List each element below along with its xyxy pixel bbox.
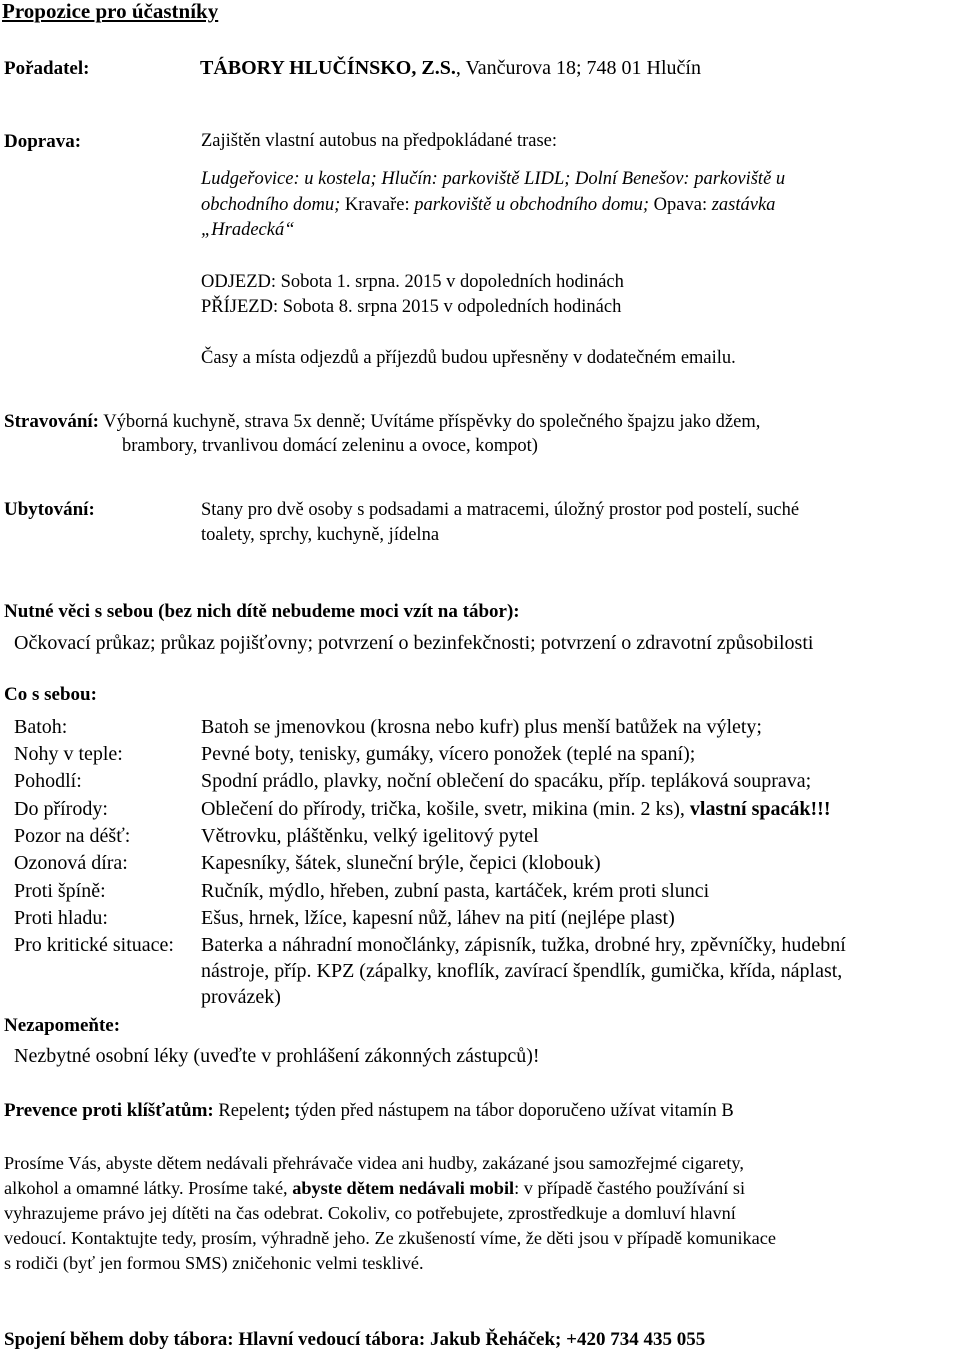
poradatel-label: Pořadatel: [4, 58, 90, 79]
prevence-line [4, 1100, 734, 1122]
item-label: Nohy v teple: [14, 743, 123, 765]
prosime-strong: abyste dětem nedávali mobil [292, 1178, 515, 1198]
nezapomente-text: Nezbytné osobní léky (uveďte v prohlášení zákonných zástupců)! [14, 1045, 540, 1067]
item-label: Pohodlí: [14, 770, 82, 792]
nutne-heading: Nutné věci s sebou (bez nich dítě nebudeme moci vzít na tábor): [4, 601, 520, 622]
route-seg: Kravaře: [340, 195, 410, 215]
item-value: Ešus, hrnek, lžíce, kapesní nůž, láhev na pití (nejlépe plast) [201, 907, 675, 929]
item-label: Proti hladu: [14, 907, 108, 929]
co-s-sebou-heading: Co s sebou: [4, 684, 97, 705]
stravovani-text: Výborná kuchyně, strava 5x denně; Uvítáme příspěvky do společného špajzu jako džem, [103, 412, 761, 432]
ubytovani-line1: Stany pro dvě osoby s podsadami a matracemi, úložný prostor pod postelí, suché [201, 500, 800, 520]
doprava-route-line3: „Hradecká“ [201, 220, 295, 240]
poradatel-name: TÁBORY HLUČÍNSKO, Z.S. [200, 57, 456, 79]
item-value: Kapesníky, šátek, sluneční brýle, čepici (klobouk) [201, 852, 601, 874]
doprava-intro: Zajištěn vlastní autobus na předpokládané trase: [201, 131, 558, 151]
ubytovani-label: Ubytování: [4, 499, 95, 520]
prosime-line2 [4, 1178, 745, 1199]
route-seg: Opava: [649, 195, 708, 215]
item-value: Ručník, mýdlo, hřeben, zubní pasta, kartáček, krém proti slunci [201, 880, 710, 902]
item-value: Pevné boty, tenisky, gumáky, vícero ponožek (teplé na spaní); [201, 743, 696, 765]
poradatel-line [200, 57, 701, 80]
stravovani-line1 [4, 411, 760, 433]
page-title: Propozice pro účastníky [2, 0, 219, 23]
route-seg: obchodního domu; [201, 195, 341, 215]
doprava-prijezd: PŘÍJEZD: Sobota 8. srpna 2015 v odpoledních hodinách [201, 297, 622, 317]
prosime-line1: Prosíme Vás, abyste dětem nedávali přehrávače videa ani hudby, zakázané jsou samozřejmé cigarety, [4, 1153, 744, 1173]
spojeni-line: Spojení během doby tábora: Hlavní vedoucí tábora: Jakub Řeháček; +420 734 435 055 [4, 1329, 706, 1350]
prosime-line3: vyhrazujeme právo jej dítěti na čas odebrat. Cokoliv, co potřebujete, zprostředkuje a domluví hlavní [4, 1203, 736, 1223]
prosime-line5: s rodiči (byť jen formou SMS) zničehonic velmi tesklivé. [4, 1253, 424, 1273]
nezapomente-heading: Nezapomeňte: [4, 1015, 121, 1036]
prevence-label: Prevence proti klíšťatům: [4, 1100, 214, 1121]
doprava-route-line1: Ludgeřovice: u kostela; Hlučín: parkoviště LIDL; Dolní Benešov: parkoviště u [201, 169, 786, 189]
doprava-note: Časy a místa odjezdů a příjezdů budou upřesněny v dodatečném emailu. [201, 348, 736, 368]
item-value: Větrovku, pláštěnku, velký igelitový pytel [201, 825, 539, 847]
ubytovani-line2: toalety, sprchy, kuchyně, jídelna [201, 525, 440, 545]
item-label: Pozor na déšť: [14, 825, 131, 847]
prosime-seg: : v případě častého používání si [514, 1178, 746, 1198]
prevence-text: Repelent [213, 1101, 285, 1121]
poradatel-address: , Vančurova 18; 748 01 Hlučín [455, 57, 701, 79]
item-value [201, 798, 830, 821]
prosime-line4: vedoucí. Kontaktujte tedy, prosím, výhradně jeho. Ze zkušeností víme, že děti jsou v případě komunikace [4, 1228, 777, 1248]
doprava-label: Doprava: [4, 131, 82, 152]
route-seg: zastávka [707, 195, 776, 215]
doprava-odjezd: ODJEZD: Sobota 1. srpna. 2015 v dopoledních hodinách [201, 272, 624, 292]
prevence-semicolon: ; [284, 1101, 291, 1121]
route-seg: parkoviště u obchodního domu; [409, 195, 650, 215]
nutne-text: Očkovací průkaz; průkaz pojišťovny; potvrzení o bezinfekčnosti; potvrzení o zdravotní způsobilosti [14, 632, 814, 654]
item-value-strong: vlastní spacák!!! [689, 798, 831, 820]
item-value: Baterka a náhradní monočlánky, zápisník, tužka, drobné hry, zpěvníčky, hudební [201, 934, 846, 956]
item-value: Batoh se jmenovkou (krosna nebo kufr) plus menší batůžek na výlety; [201, 716, 762, 738]
item-label: Ozonová díra: [14, 852, 128, 874]
prevence-text2: týden před nástupem na tábor doporučeno užívat vitamín B [290, 1101, 734, 1121]
item-label: Batoh: [14, 716, 68, 738]
stravovani-label: Stravování: [4, 411, 99, 432]
item-value: Spodní prádlo, plavky, noční oblečení do spacáku, příp. tepláková souprava; [201, 770, 812, 792]
item-value: nástroje, příp. KPZ (zápalky, knoflík, zavírací špendlík, gumička, křída, náplast, [201, 960, 843, 982]
item-label: Proti špíně: [14, 880, 106, 902]
item-value: provázek) [201, 986, 281, 1008]
prosime-seg: alkohol a omamné látky. Prosíme také, [4, 1178, 293, 1198]
item-label: Do přírody: [14, 798, 108, 820]
stravovani-line2: brambory, trvanlivou domácí zeleninu a ovoce, kompot) [122, 436, 538, 456]
doprava-route-line2 [201, 195, 775, 216]
item-label: Pro kritické situace: [14, 934, 174, 956]
item-value-text: Oblečení do přírody, trička, košile, svetr, mikina (min. 2 ks), [201, 798, 690, 820]
